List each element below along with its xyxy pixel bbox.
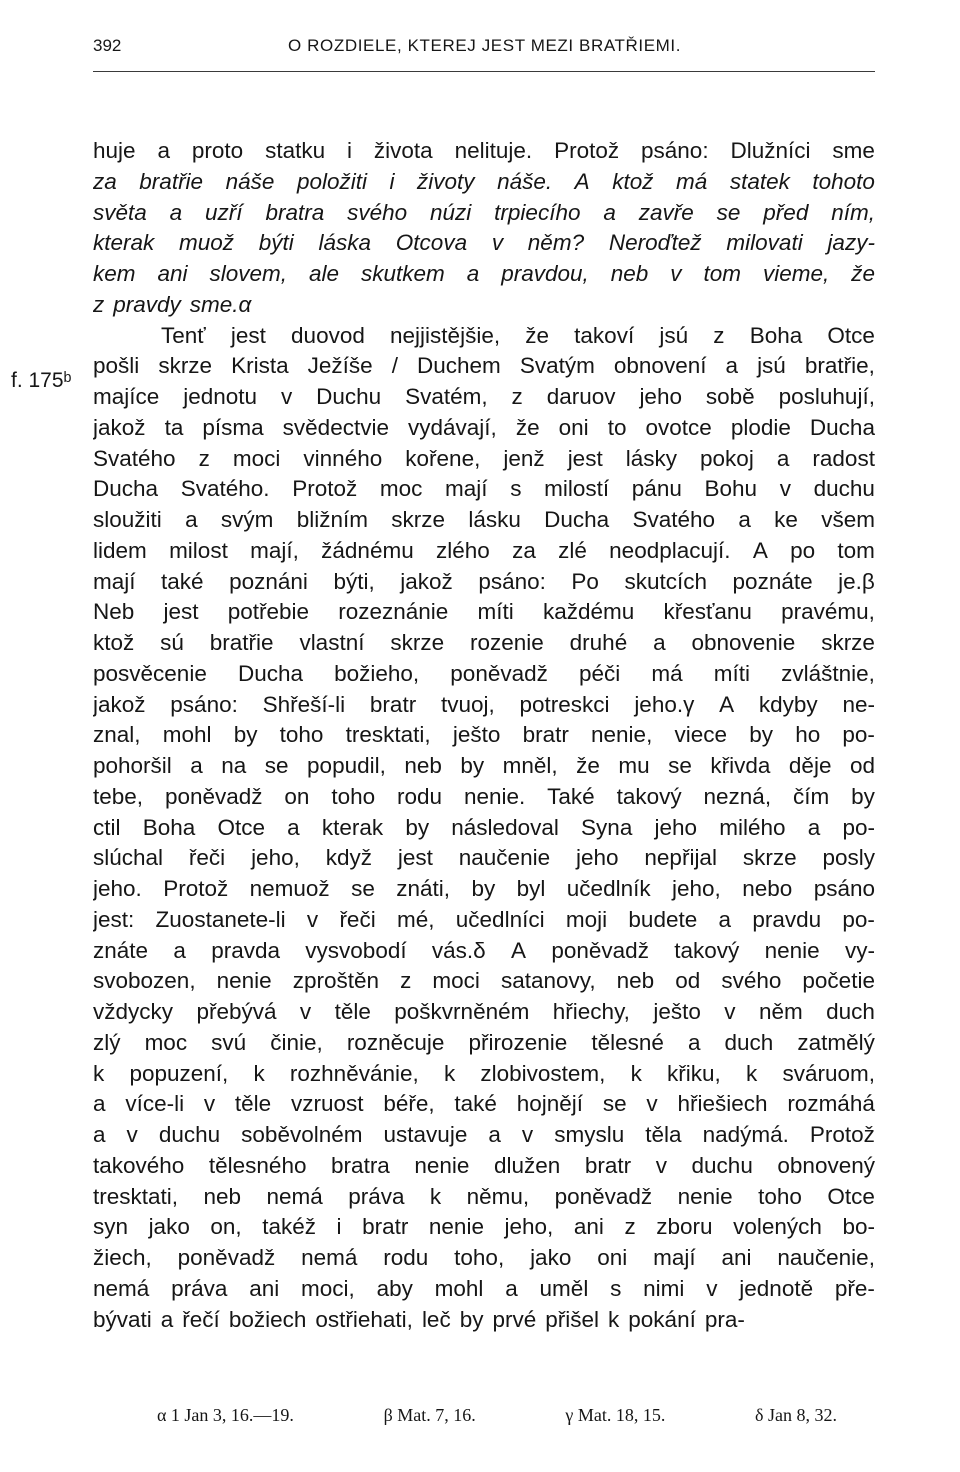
text-line: k popuzení, k rozhněvánie, k zlobivostem, k křiku, k sváruom, bbox=[93, 1060, 875, 1086]
text-line: tebe, poněvadž on toho rodu nenie. Také takový nezná, čím by bbox=[93, 783, 875, 809]
text-line: takového tělesného bratra nenie dlužen bratr v duchu obnovený bbox=[93, 1152, 875, 1178]
text-line: pošli skrze Krista Ježíše / Duchem Svatým obnovení a jsú bratřie, bbox=[93, 353, 875, 379]
text-line: jakož ta písma svědectvie vydávají, že oni to ovotce plodie Ducha bbox=[93, 414, 875, 440]
text-line: nemá práva ani moci, aby mohl a uměl s nimi v jednotě pře- bbox=[93, 1275, 875, 1301]
header-rule bbox=[93, 71, 875, 72]
text-line: jest: Zuostanete-li v řeči mé, učedlníci moji budete a pravdu po- bbox=[93, 906, 875, 932]
text-line: kterak muož býti láska Otcova v něm? Neroďtež milovati jazy- bbox=[93, 230, 875, 256]
running-title: O ROZDIELE, KTEREJ JEST MEZI BRATŘIEMI. bbox=[288, 36, 682, 55]
text-line: z pravdy sme.α bbox=[93, 291, 252, 317]
text-line: jeho. Protož nemuož se znáti, by byl učedlník jeho, nebo psáno bbox=[93, 876, 875, 901]
text-line: majíce jednotu v Duchu Svatém, z daruov jeho sobě posluhují, bbox=[93, 384, 875, 409]
text-line: vždycky přebývá v těle poškvrněném hřiechy, ješto v něm duch bbox=[93, 999, 875, 1024]
text-line: Svatého z moci vinného kořene, jenž jest lásky pokoj a radost bbox=[93, 445, 875, 471]
text-line: sloužiti a svým bližním skrze lásku Ducha Svatého a ke všem bbox=[93, 507, 875, 532]
text-line: svobozen, nenie zproštěn z moci satanovy, neb od svého početie bbox=[93, 968, 875, 994]
text-line: za bratřie náše položiti i životy náše. A ktož má statek tohoto bbox=[93, 168, 875, 194]
text-line: Neb jest potřebie rozeznánie míti každému křesťanu pravému, bbox=[93, 599, 875, 625]
text-line: mají také poznáni býti, jakož psáno: Po skutcích poznáte je.β bbox=[93, 568, 875, 594]
text-line: lidem milost mají, žádnému zlého za zlé neodplacují. A po tom bbox=[93, 537, 875, 563]
text-line: žiech, poněvadž nemá rodu toho, jako oni mají ani naučenie, bbox=[93, 1245, 875, 1270]
text-line: jakož psáno: Shřeší-li bratr tvuoj, potreskci jeho.γ A kdyby ne- bbox=[93, 691, 875, 717]
text-line: huje a proto statku i života nelituje. Protož psáno: Dlužníci sme bbox=[93, 138, 875, 163]
text-line: znáte a pravda vysvobodí vás.δ A poněvadž takový nenie vy- bbox=[93, 937, 875, 963]
footnote-gamma: γ Mat. 18, 15. bbox=[565, 1405, 666, 1425]
footnotes bbox=[157, 1405, 837, 1426]
footnote-beta: β Mat. 7, 16. bbox=[383, 1405, 476, 1425]
text-line: syn jako on, takéž i bratr nenie jeho, ani z zboru volených bo- bbox=[93, 1214, 875, 1240]
text-line: zlý moc svú činie, rozněcuje přirozenie tělesné a duch zatmělý bbox=[93, 1029, 875, 1055]
text-line: a více-li v těle vzruost béře, také hojnějí se v hřiešiech rozmáhá bbox=[93, 1091, 875, 1117]
text-line: posvěcenie Ducha božieho, poněvadž péči má míti zvláštnie, bbox=[93, 660, 875, 686]
text-line: pohoršil a na se popudil, neb by mněl, že mu se křivda děje od bbox=[93, 753, 875, 778]
text-line: Ducha Svatého. Protož moc mají s milostí pánu Bohu v duchu bbox=[93, 476, 875, 502]
footnote-alpha: α 1 Jan 3, 16.—19. bbox=[157, 1405, 294, 1425]
text-line: tresktati, neb nemá práva k němu, poněvadž nenie toho Otce bbox=[93, 1183, 875, 1209]
text-line: slúchal řeči jeho, když jest naučenie jeho nepřijal skrze posly bbox=[93, 845, 875, 871]
running-header bbox=[93, 36, 878, 66]
text-line: ctil Boha Otce a kterak by následoval Syna jeho milého a po- bbox=[93, 814, 875, 840]
text-line: znal, mohl by toho tresktati, ješto bratr nenie, viece by ho po- bbox=[93, 722, 875, 748]
page-number: 392 bbox=[93, 36, 122, 55]
marginal-note: f. 175ᵇ bbox=[11, 369, 72, 392]
text-line: Tenť jest duovod nejjistějšie, že takoví jsú z Boha Otce bbox=[161, 322, 875, 348]
text-line: ktož sú bratřie vlastní skrze rozenie druhé a obnovenie skrze bbox=[93, 630, 875, 655]
text-line: a v duchu soběvolném ustavuje a v smyslu těla nadýmá. Protož bbox=[93, 1122, 875, 1147]
text-line: kem ani slovem, ale skutkem a pravdou, neb v tom vieme, že bbox=[93, 261, 875, 286]
footnote-delta: δ Jan 8, 32. bbox=[755, 1405, 837, 1425]
text-line: světa a uzří bratra svého núzi trpiecího a zavře se před ním, bbox=[93, 199, 875, 225]
text-line: bývati a řečí božiech ostřiehati, leč by prvé přišel k pokání pra- bbox=[93, 1306, 745, 1332]
